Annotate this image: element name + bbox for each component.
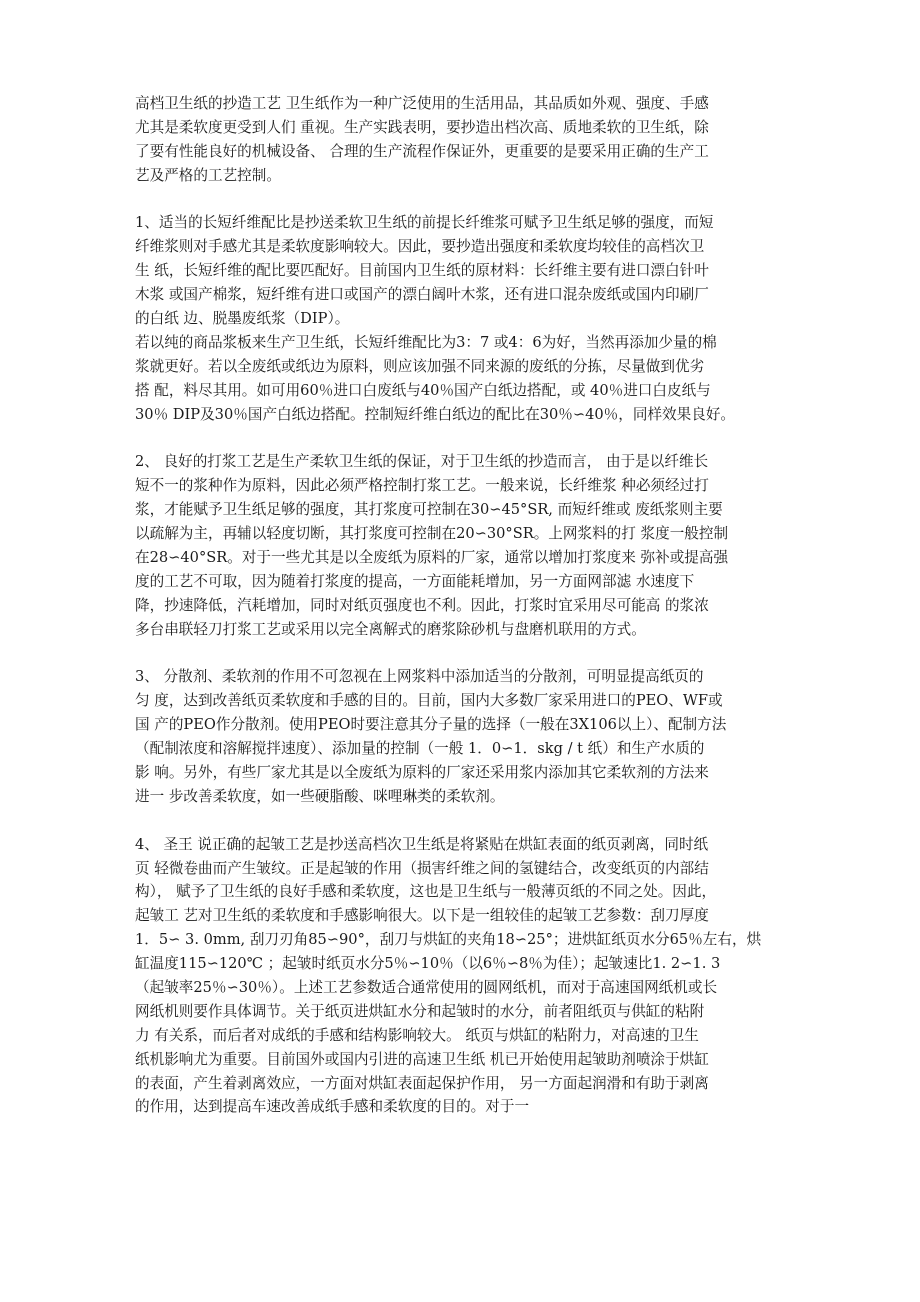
text-line: 的白纸 边、脱墨废纸浆（DIP）。: [135, 310, 350, 328]
text-line: 高档卫生纸的抄造工艺 卫生纸作为一种广泛使用的生活用品，其品质如外观、强度、手感: [135, 95, 709, 112]
text-line: 匀 度，达到改善纸页柔软度和手感的目的。目前，国内大多数厂家采用进口的PEO、WF或: [135, 692, 723, 710]
text-line: 尤其是柔软度更受到人们 重视。生产实践表明，要抄造出档次高、质地柔软的卫生纸，除: [135, 118, 709, 136]
text-line: 艺及严格的工艺控制。: [135, 166, 281, 184]
text-line: 影 响。另外，有些厂家尤其是以全废纸为原料的厂家还采用浆内添加其它柔软剂的方法来: [135, 763, 709, 781]
text-line: 度的工艺不可取，因为随着打浆度的提高，一方面能耗增加，另一方面网部滤 水速度下: [135, 572, 695, 590]
text-line: （配制浓度和溶解搅拌速度）、添加量的控制（一般 1．0∽1．skg / t 纸）和生产水质的: [135, 740, 705, 758]
text-line: 木浆 或国产棉浆，短纤维有进口或国产的漂白阔叶木浆，还有进口混杂废纸或国内印刷厂: [135, 286, 709, 304]
text-line: 的表面，产生着剥离效应，一方面对烘缸表面起保护作用， 另一方面起润滑和有助于剥离: [135, 1074, 709, 1092]
text-line: 网纸机则要作具体调节。关于纸页进烘缸水分和起皱时的水分，前者阻纸页与供缸的粘附: [135, 1002, 705, 1020]
text-line: 浆就更好。若以全废纸或纸边为原料，则应该加强不同来源的废纸的分拣，尽量做到优劣: [135, 357, 705, 375]
text-line: 30％ DIP及30％国产白纸边搭配。控制短纤维白纸边的配比在30％∽40％，同样效果良好。: [135, 405, 736, 423]
text-line: 在28∽40°SR。对于一些尤其是以全废纸为原料的厂家，通常以增加打浆度来 弥补或提高强: [135, 548, 729, 566]
text-line: 力 有关系，而后者对成纸的手感和结构影响较大。 纸页与烘缸的粘附力，对高速的卫生: [135, 1026, 699, 1044]
text-line: 1、适当的长短纤维配比是抄送柔软卫生纸的前提长纤维浆可赋予卫生纸足够的强度，而短: [135, 214, 714, 232]
text-line: 4、 圣王 说正确的起皱工艺是抄送高档次卫生纸是将紧贴在烘缸表面的纸页剥离，同时纸: [135, 835, 709, 853]
paragraph-gap: [135, 188, 800, 212]
paragraph-gap: [135, 641, 800, 665]
text-line: 起皱工 艺对卫生纸的柔软度和手感影响很大。以下是一组较佳的起皱工艺参数：刮刀厚度: [135, 907, 709, 925]
paragraph-fiber-ratio: [135, 211, 800, 426]
text-line: 纸机影响尤为重要。目前国外或国内引进的高速卫生纸 机已开始使用起皱助剂喷涂于烘缸: [135, 1050, 709, 1068]
paragraph-gap: [135, 426, 800, 450]
text-line: 了要有性能良好的机械设备、 合理的生产流程作保证外，更重要的是要采用正确的生产工: [135, 142, 709, 160]
paragraph-creping: [135, 833, 800, 1120]
text-line: 以疏解为主，再辅以轻度切断，其打浆度可控制在20∽30°SR。上网浆料的打 浆度一般控制: [135, 525, 729, 543]
text-line: 进一 步改善柔软度，如一些硬脂酸、咪哩琳类的柔软剂。: [135, 787, 505, 805]
text-line: 构）， 赋予了卫生纸的良好手感和柔软度，这也是卫生纸与一般薄页纸的不同之处。因此，: [135, 883, 717, 901]
paragraph-dispersant: [135, 665, 800, 808]
text-line: 缸温度115∽120℃ ；起皱时纸页水分5％∽10％（以6％∽8％为佳）；起皱速比1. 2∽1. 3: [135, 955, 721, 973]
text-line: 若以纯的商品浆板来生产卫生纸，长短纤维配比为3：7 或4：6为好，当然再添加少量的棉: [135, 333, 717, 351]
text-line: 纤维浆则对手感尤其是柔软度影响较大。因此，要抄造出强度和柔软度均较佳的高档次卫: [135, 238, 705, 256]
text-line: 的作用，达到提高车速改善成纸手感和柔软度的目的。对于一: [135, 1098, 530, 1116]
document-body: [135, 92, 800, 1119]
text-line: 1．5∽ 3. 0mm, 刮刀刃角85∽90°，刮刀与烘缸的夹角18∽25°；进烘缸纸页水分65％左右，烘: [135, 931, 762, 949]
text-line: 国 产的PEO作分散剂。使用PEO时要注意其分子量的选择（一般在3X106以上）、配制方法: [135, 716, 727, 734]
text-line: 短不一的浆种作为原料，因此必须严格控制打浆工艺。一般来说，长纤维浆 种必须经过打: [135, 477, 709, 495]
paragraph-gap: [135, 809, 800, 833]
text-line: （起皱率25％∽30％）。上述工艺参数适合通常使用的圆网纸机，而对于高速国网纸机或长: [135, 978, 718, 996]
paragraph-intro: [135, 92, 800, 188]
text-line: 页 轻微卷曲而产生皱纹。正是起皱的作用（损害纤维之间的氢键结合，改变纸页的内部结: [135, 859, 709, 877]
text-line: 降，抄速降低，汽耗增加，同时对纸页强度也不利。因此，打浆时宜采用尽可能高 的浆浓: [135, 596, 709, 614]
text-line: 多台串联轻刀打浆工艺或采用以完全离解式的磨浆除砂机与盘磨机联用的方式。: [135, 620, 646, 638]
text-line: 2、 良好的打浆工艺是生产柔软卫生纸的保证，对于卫生纸的抄造而言， 由于是以纤维长: [135, 453, 709, 471]
text-line: 3、 分散剂、柔软剂的作用不可忽视在上网浆料中添加适当的分散剂，可明显提高纸页的: [135, 668, 704, 686]
text-line: 搭 配，料尽其用。如可用60％进口白废纸与40％国产白纸边搭配，或 40％进口白皮纸与: [135, 381, 711, 399]
paragraph-beating: [135, 450, 800, 641]
text-line: 浆，才能赋予卫生纸足够的强度，其打浆度可控制在30∽45°SR, 而短纤维或 废纸浆则主要: [135, 501, 723, 519]
text-line: 生 纸，长短纤维的配比要匹配好。目前国内卫生纸的原材料：长纤维主要有进口漂白针叶: [135, 262, 709, 280]
